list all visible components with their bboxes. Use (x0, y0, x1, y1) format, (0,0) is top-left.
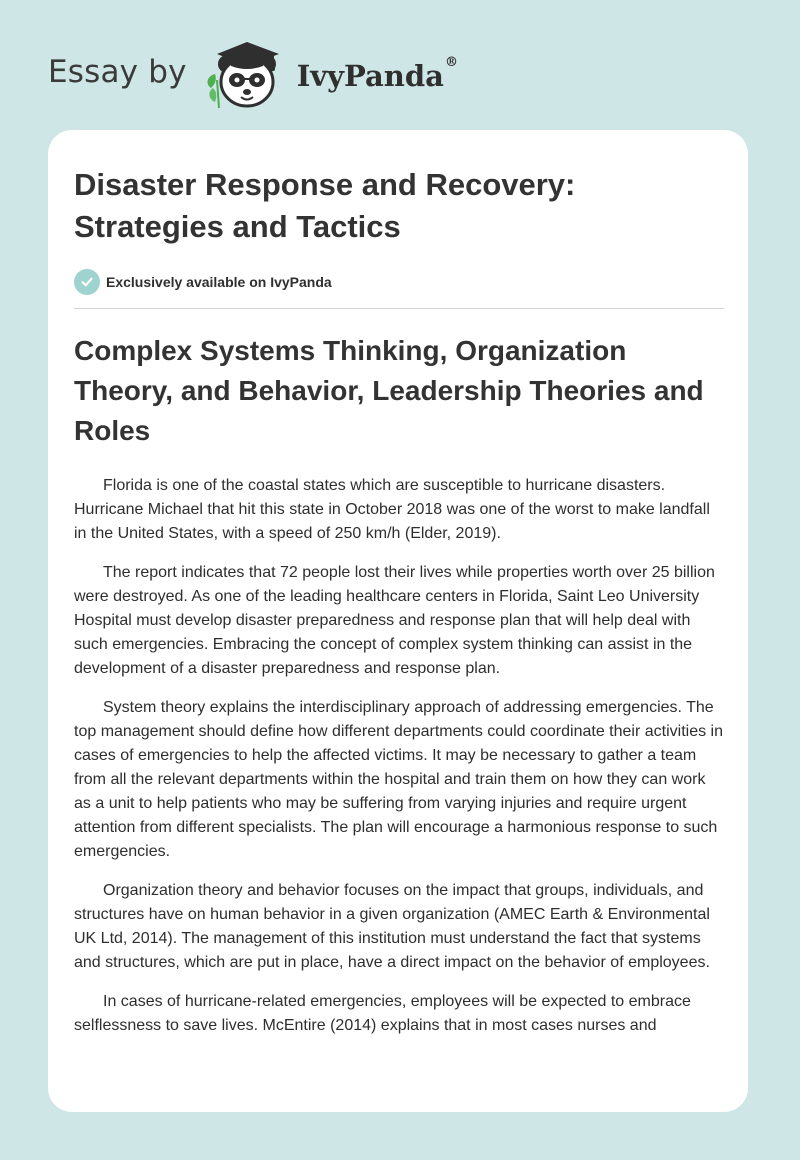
paragraph-2: The report indicates that 72 people lost their lives while properties worth over 25 billion were destroyed. As one of the leading healthcare centers in Florida, Saint Leo University Hospital must develop disaster preparedness and response plan that will help deal with such emergencies. Embracing the concept of complex system thinking can assist in the development of a disaster preparedness and response plan. (74, 564, 715, 677)
essay-title-line-2: Strategies and Tactics (74, 209, 401, 244)
essay-card (48, 130, 748, 1112)
paragraph-4: Organization theory and behavior focuses on the impact that groups, individuals, and structures have on human behavior in a given organization (AMEC Earth & Environmental UK Ltd, 2014). The management of this institution must understand the fact that systems and structures, which are put in place, have a direct impact on the behavior of employees. (74, 882, 710, 971)
exclusive-badge (74, 269, 724, 295)
section-heading: Complex Systems Thinking, Organization Theory, and Behavior, Leadership Theories and Roles (74, 335, 704, 446)
title-divider (74, 308, 724, 309)
panda-logo-icon (201, 34, 293, 110)
paragraph-1: Florida is one of the coastal states which are susceptible to hurricane disasters. Hurricane Michael that hit this state in October 2018 was one of the worst to make landfall in the United States, with a speed of 250 km/h (Elder, 2019). (74, 477, 710, 542)
exclusive-label: Exclusively available on IvyPanda (106, 274, 332, 290)
essay-title (74, 164, 724, 248)
site-brand[interactable] (48, 34, 458, 110)
check-circle-icon (74, 269, 100, 295)
essay-content (74, 164, 724, 1038)
paragraph-5: In cases of hurricane-related emergencies, employees will be expected to embrace selflessness to save lives. McEntire (2014) explains that in most cases nurses and (74, 993, 691, 1034)
essay-by-label: Essay by (48, 54, 187, 90)
ivypanda-wordmark: IvyPanda® (296, 55, 458, 93)
essay-title-line-1: Disaster Response and Recovery: (74, 167, 576, 202)
paragraph-3: System theory explains the interdisciplinary approach of addressing emergencies. The top management should define how different departments could coordinate their activities in cases of emergencies to help the affected victims. It may be necessary to gather a team from all the relevant departments within the hospital and train them on how they can work as a unit to help patients who may be suffering from varying injuries and require urgent attention from different specialists. The plan will encourage a harmonious response to such emergencies. (74, 699, 723, 860)
